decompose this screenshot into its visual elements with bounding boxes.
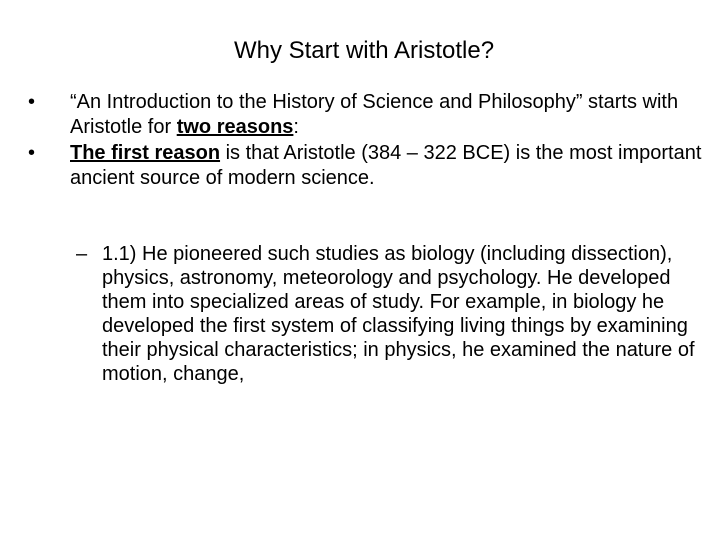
- bullet-icon: •: [28, 91, 36, 113]
- sub-bullet-item: [76, 242, 696, 386]
- bullet-item-reasons: [28, 90, 708, 140]
- bullet-list: [28, 90, 708, 192]
- bullet-text: “An Introduction to the History of Science and Philosophy” starts with Aristotle for: [70, 91, 679, 138]
- bullet-icon: •: [28, 142, 36, 164]
- bullet-emphasis: The first reason: [70, 142, 221, 164]
- sub-bullet-text: 1.1) He pioneered such studies as biology (including dissection), physics, astronomy, meteorology and psychology. He developed them into specialized areas of study. For example, in biology he developed the first system of classifying living things by examining their physical characteristics; in physics, he examined the nature of motion, change,: [102, 243, 695, 385]
- slide-title: Why Start with Aristotle?: [233, 37, 495, 64]
- dash-icon: –: [76, 243, 88, 265]
- bullet-text-tail: is that Aristotle (384 – 322 BCE) is the most important ancient source of modern science.: [70, 142, 702, 189]
- bullet-emphasis: two reasons: [176, 116, 294, 138]
- bullet-item-first-reason: [28, 141, 708, 191]
- bullet-text-tail: :: [293, 116, 299, 138]
- sub-bullet-list: [76, 242, 696, 386]
